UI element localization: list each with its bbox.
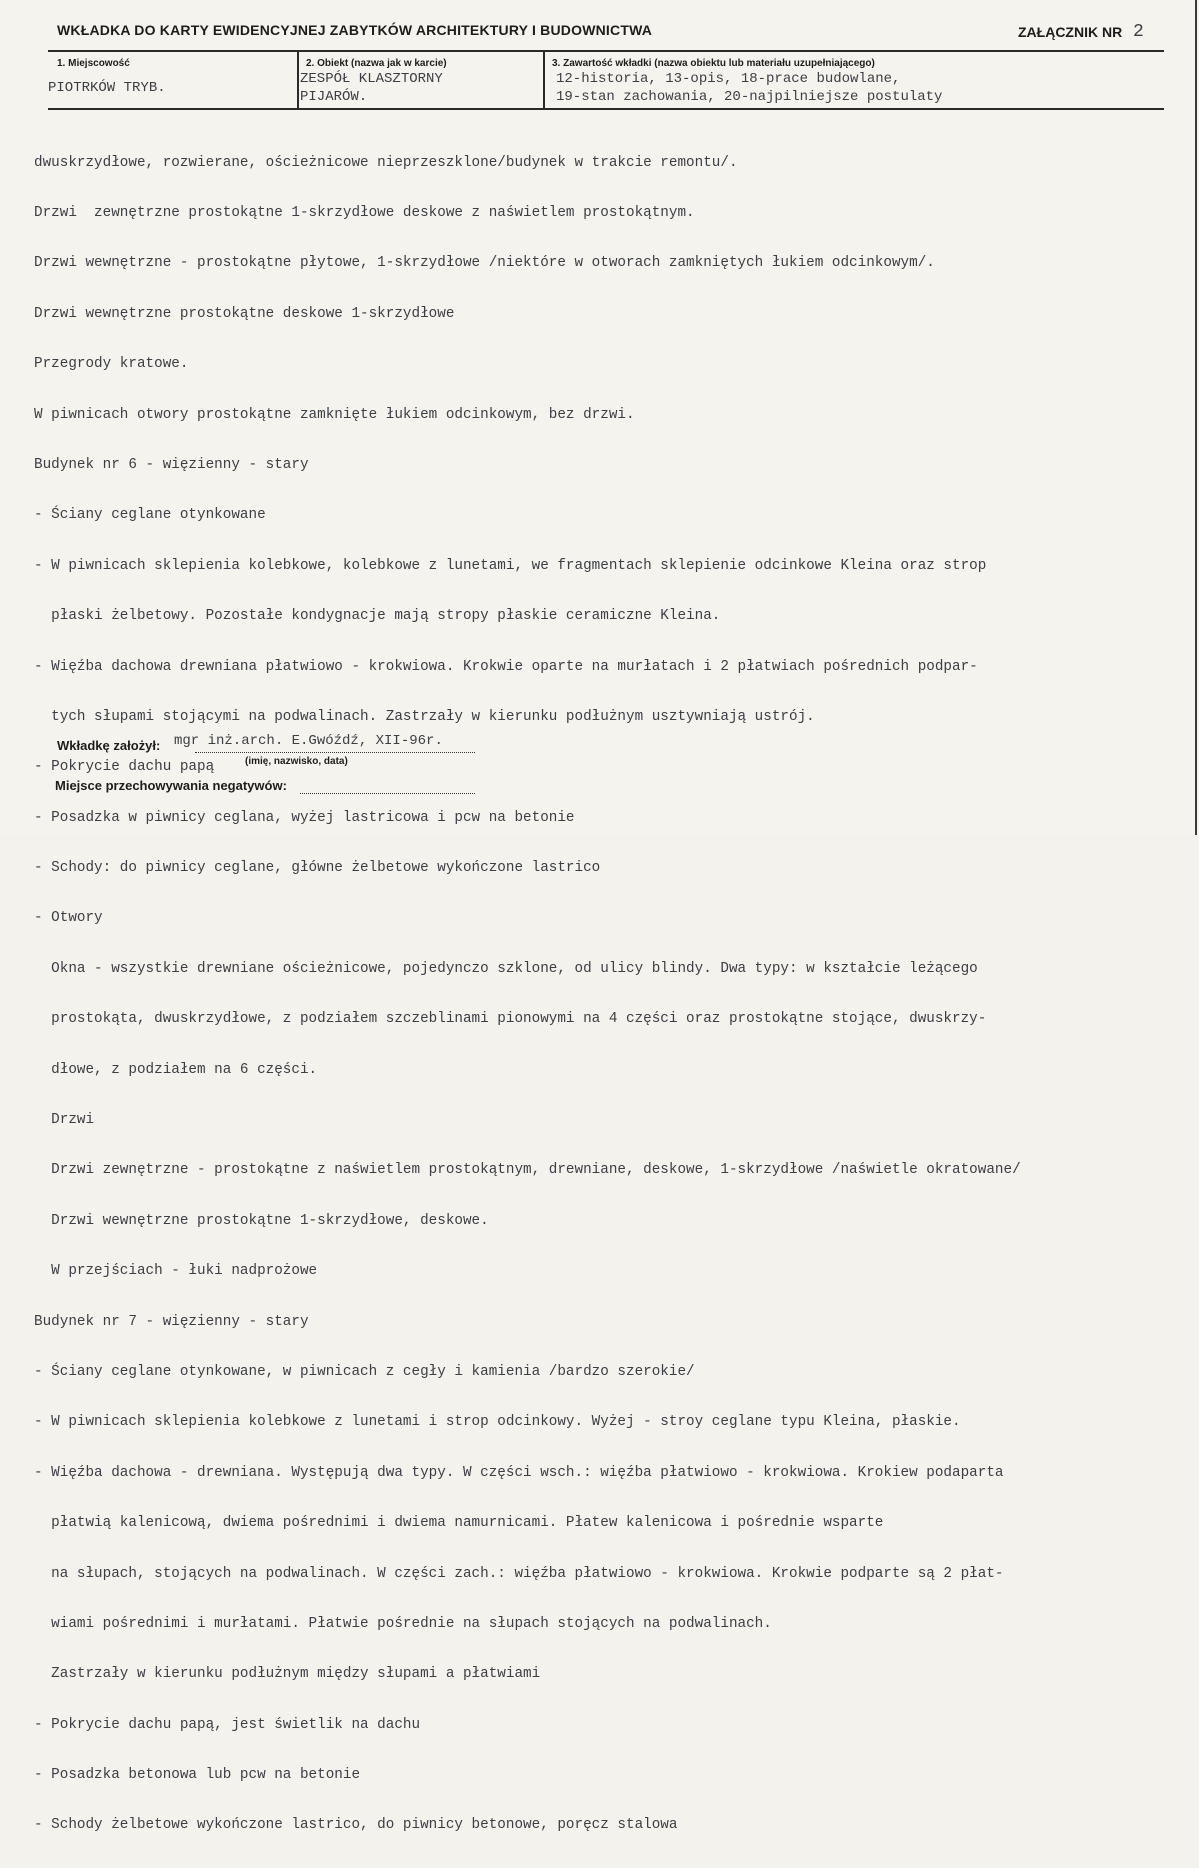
object-value-line2: PIJARÓW.: [300, 89, 368, 105]
text-line: Okna - wszystkie drewniane ościeżnicowe, pojedynczo szklone, od ulicy blindy. Dwa typy: w kształcie leżącego: [34, 960, 978, 977]
text-line: - Schody żelbetowe wykończone lastrico, do piwnicy betonowe, poręcz stalowa: [34, 1817, 678, 1834]
object-label: 2. Obiekt (nazwa jak w karcie): [306, 58, 447, 69]
text-line: - W piwnicach sklepienia kolebkowe, kolebkowe z lunetami, we fragmentach sklepienie odcinkowe Kleina oraz strop: [34, 557, 987, 574]
object-value-line1: ZESPÓŁ KLASZTORNY: [300, 71, 443, 87]
text-line: dwuskrzydłowe, rozwierane, ościeżnicowe nieprzeszklone/budynek w trakcie remontu/.: [34, 154, 738, 171]
annex-label: ZAŁĄCZNIK NR: [1018, 24, 1123, 40]
text-line: W piwnicach otwory prostokątne zamknięte łukiem odcinkowym, bez drzwi.: [34, 406, 635, 423]
contents-value-line2: 19-stan zachowania, 20-najpilniejsze postulaty: [556, 89, 943, 105]
author-label: Wkładkę założył:: [57, 738, 161, 753]
author-hint: (imię, nazwisko, data): [245, 756, 348, 767]
author-dotted-line: [195, 752, 475, 753]
text-line: W przejściach - łuki nadprożowe: [34, 1263, 318, 1280]
text-line: - W piwnicach sklepienia kolebkowe z lunetami i strop odcinkowy. Wyżej - stroy ceglane typu Kleina, płaskie.: [34, 1414, 961, 1431]
storage-dotted-line: [300, 793, 475, 794]
annex-number: 2: [1133, 22, 1144, 42]
text-line: Drzwi zewnętrzne prostokątne 1-skrzydłowe deskowe z naświetlem prostokątnym.: [34, 204, 695, 221]
text-line: - Ściany ceglane otynkowane: [34, 507, 266, 524]
text-line: dłowe, z podziałem na 6 części.: [34, 1061, 318, 1078]
text-line: Drzwi: [34, 1112, 95, 1129]
text-line: płaski żelbetowy. Pozostałe kondygnacje mają stropy płaskie ceramiczne Kleina.: [34, 608, 721, 625]
text-line: - Więźba dachowa drewniana płatwiowo - krokwiowa. Krokwie oparte na murłatach i 2 płatwiach pośrednich podpar-: [34, 658, 978, 675]
text-line: Zastrzały w kierunku podłużnym między słupami a płatwiami: [34, 1666, 541, 1683]
section-heading-building-7: Budynek nr 7 - więzienny - stary: [34, 1313, 309, 1330]
header-rule-top: [48, 50, 1164, 52]
text-line: - Więźba dachowa - drewniana. Występują dwa typy. W części wsch.: więźba płatwiowo - krokwiowa. Krokiew podaparta: [34, 1464, 1004, 1481]
text-line: - Schody: do piwnicy ceglane, główne żelbetowe wykończone lastrico: [34, 860, 601, 877]
contents-value-line1: 12-historia, 13-opis, 18-prace budowlane,: [556, 71, 901, 87]
form-title: WKŁADKA DO KARTY EWIDENCYJNEJ ZABYTKÓW ARCHITEKTURY I BUDOWNICTWA: [57, 22, 653, 38]
text-line: - Posadzka betonowa lub pcw na betonie: [34, 1767, 361, 1784]
text-line: Drzwi wewnętrzne prostokątne 1-skrzydłowe, deskowe.: [34, 1212, 489, 1229]
locality-label: 1. Miejscowość: [57, 58, 130, 69]
locality-value: PIOTRKÓW TRYB.: [48, 80, 166, 96]
storage-label: Miejsce przechowywania negatywów:: [55, 778, 287, 793]
text-line: na słupach, stojących na podwalinach. W części zach.: więźba płatwiowo - krokwiowa. Krokwie podparte są 2 płat-: [34, 1565, 1004, 1582]
text-line: - Otwory: [34, 910, 103, 927]
text-line: - Pokrycie dachu papą, jest świetlik na dachu: [34, 1716, 421, 1733]
text-line: Drzwi wewnętrzne - prostokątne płytowe, 1-skrzydłowe /niektóre w otworach zamkniętych łukiem odcinkowym/.: [34, 255, 935, 272]
text-line: prostokąta, dwuskrzydłowe, z podziałem szczeblinami pionowymi na 4 części oraz prostokątne stojące, dwuskrzy-: [34, 1011, 987, 1028]
text-line: Drzwi zewnętrzne - prostokątne z naświetlem prostokątnym, drewniane, deskowe, 1-skrzydłowe /naświetle okratowane/: [34, 1162, 1021, 1179]
field-divider-2: [543, 51, 545, 109]
typed-description: [34, 121, 1199, 1868]
text-line: wiami pośrednimi i murłatami. Płatwie pośrednie na słupach stojących na podwalinach.: [34, 1615, 772, 1632]
text-line: - Ściany ceglane otynkowane, w piwnicach z cegły i kamienia /bardzo szerokie/: [34, 1363, 695, 1380]
section-heading-building-6: Budynek nr 6 - więzienny - stary: [34, 456, 309, 473]
author-value: mgr inż.arch. E.Gwóźdź, XII-96r.: [174, 733, 443, 749]
header-rule-bottom: [48, 108, 1164, 110]
text-line: - Posadzka w piwnicy ceglana, wyżej lastricowa i pcw na betonie: [34, 809, 575, 826]
text-line: Drzwi wewnętrzne prostokątne deskowe 1-skrzydłowe: [34, 305, 455, 322]
text-line: płatwią kalenicową, dwiema pośrednimi i dwiema namurnicami. Płatew kalenicowa i pośrednie wsparte: [34, 1515, 884, 1532]
text-line: Przegrody kratowe.: [34, 356, 189, 373]
field-divider-1: [297, 51, 299, 109]
contents-label: 3. Zawartość wkładki (nazwa obiektu lub materiału uzupełniającego): [552, 58, 875, 69]
text-line: - Pokrycie dachu papą: [34, 759, 215, 776]
text-line: tych słupami stojącymi na podwalinach. Zastrzały w kierunku podłużnym usztywniają ustrój.: [34, 708, 815, 725]
